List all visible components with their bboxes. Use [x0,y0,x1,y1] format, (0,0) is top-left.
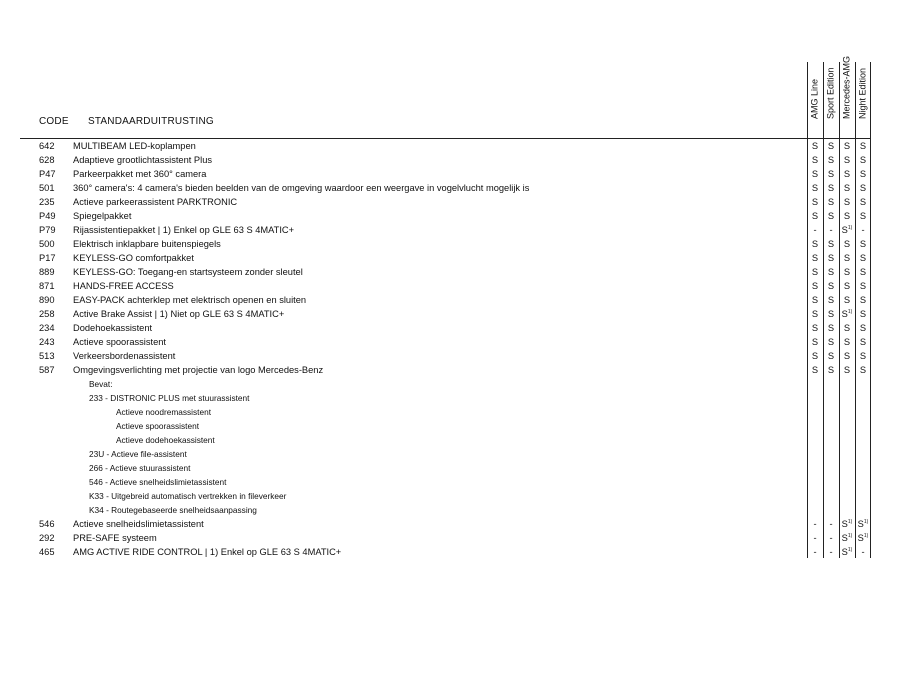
table-row [0,237,906,251]
availability-cell: S [859,253,867,263]
option-description: AMG ACTIVE RIDE CONTROL | 1) Enkel op GLE 63 S 4MATIC+ [73,547,342,557]
availability-cell: S [811,281,819,291]
availability-cell: S [827,197,835,207]
included-item-row [0,405,906,419]
availability-cell: S [843,337,851,347]
availability-cell: $S^{1)}$ [841,533,853,543]
availability-cell: S [843,211,851,221]
included-item-row [0,461,906,475]
option-description: MULTIBEAM LED-koplampen [73,141,196,151]
availability-cell: - [829,547,833,557]
availability-cell: - [861,547,865,557]
availability-cell: S [859,141,867,151]
included-item-text: K34 - Routegebaseerde snelheidsaanpassing [89,505,257,515]
availability-cell: S [811,323,819,333]
option-description: KEYLESS-GO comfortpakket [73,253,194,263]
option-code: P49 [39,211,56,221]
option-code: 258 [39,309,55,319]
standard-equipment-header: STANDAARDUITRUSTING [88,116,214,127]
availability-cell: S [811,351,819,361]
availability-cell: S [811,239,819,249]
availability-cell: S [843,351,851,361]
availability-cell: S [843,169,851,179]
option-description: Parkeerpakket met 360° camera [73,169,207,179]
included-item-text: 23U - Actieve file-assistent [89,449,187,459]
availability-cell: S [827,351,835,361]
included-item-text: 233 - DISTRONIC PLUS met stuurassistent [89,393,250,403]
availability-cell: S [811,295,819,305]
availability-cell: S [811,183,819,193]
availability-cell: S [827,309,835,319]
table-row [0,223,906,237]
availability-cell: S [843,281,851,291]
availability-cell: S [827,337,835,347]
availability-cell: S [843,155,851,165]
availability-cell: S [811,365,819,375]
option-code: 501 [39,183,55,193]
included-item-text: Actieve noodremassistent [116,407,212,417]
availability-cell: - [813,547,817,557]
option-description: Dodehoekassistent [73,323,153,333]
availability-cell: S [859,351,867,361]
availability-cell: S [811,309,819,319]
availability-cell: S [859,155,867,165]
included-item-row [0,447,906,461]
availability-cell: S [827,281,835,291]
included-item-text: 546 - Actieve snelheidslimietassistent [89,477,227,487]
option-code: 292 [39,533,55,543]
option-description: Adaptieve grootlichtassistent Plus [73,155,213,165]
availability-cell: S [859,183,867,193]
availability-cell: $S^{1)}$ [841,309,853,319]
included-item-row [0,419,906,433]
option-description: HANDS-FREE ACCESS [73,281,174,291]
table-row [0,517,906,531]
option-code: 890 [39,295,55,305]
option-description: Actieve snelheidslimietassistent [73,519,204,529]
included-item-row [0,433,906,447]
option-description: Actieve parkeerassistent PARKTRONIC [73,197,238,207]
included-item-text: Actieve dodehoekassistent [116,435,215,445]
table-row [0,335,906,349]
availability-cell: S [859,211,867,221]
option-description: 360° camera's: 4 camera's bieden beelden van de omgeving waardoor een weergave in vogelvlucht mogelijk is [73,183,530,193]
availability-cell: - [829,519,833,529]
availability-cell: S [843,295,851,305]
table-row [0,139,906,153]
availability-cell: S [859,309,867,319]
availability-cell: S [811,267,819,277]
availability-cell: $S^{1)}$ [841,225,853,235]
table-row [0,349,906,363]
availability-cell: S [843,197,851,207]
option-code: 465 [39,547,55,557]
availability-cell: S [859,365,867,375]
option-code: P79 [39,225,56,235]
included-item-row [0,503,906,517]
availability-cell: S [827,365,835,375]
availability-cell: S [811,337,819,347]
availability-cell: S [811,169,819,179]
included-item-text: K33 - Uitgebreid automatisch vertrekken in fileverkeer [89,491,287,501]
option-code: 889 [39,267,55,277]
availability-cell: S [843,141,851,151]
option-code: P17 [39,253,56,263]
option-description: Rijassistentiepakket | 1) Enkel op GLE 63 S 4MATIC+ [73,225,295,235]
option-code: 513 [39,351,55,361]
availability-cell: S [827,211,835,221]
code-column-header: CODE [39,116,69,127]
availability-cell: S [859,239,867,249]
availability-cell: S [843,239,851,249]
availability-cell: S [811,253,819,263]
table-row [0,181,906,195]
availability-cell: $S^{1)}$ [841,519,853,529]
table-row [0,209,906,223]
included-item-row [0,489,906,503]
availability-cell: S [827,141,835,151]
availability-cell: S [811,141,819,151]
included-item-text: 266 - Actieve stuurassistent [89,463,191,473]
included-item-row [0,377,906,391]
option-code: 628 [39,155,55,165]
availability-cell: - [813,519,817,529]
availability-cell: S [811,197,819,207]
option-description: Active Brake Assist | 1) Niet op GLE 63 S 4MATIC+ [73,309,285,319]
included-item-text: Bevat: [89,379,113,389]
table-row [0,195,906,209]
availability-cell: S [843,323,851,333]
availability-cell: S [827,323,835,333]
table-row [0,265,906,279]
availability-cell: S [859,169,867,179]
table-row [0,363,906,377]
availability-cell: S [859,267,867,277]
option-code: 243 [39,337,55,347]
included-item-text: Actieve spoorassistent [116,421,200,431]
availability-cell: S [843,267,851,277]
table-row [0,167,906,181]
option-description: EASY-PACK achterklep met elektrisch openen en sluiten [73,295,307,305]
availability-cell: S [843,183,851,193]
table-row [0,531,906,545]
option-description: KEYLESS-GO: Toegang-en startsysteem zonder sleutel [73,267,303,277]
table-row [0,251,906,265]
availability-cell: S [859,295,867,305]
option-code: 546 [39,519,55,529]
table-row [0,293,906,307]
option-code: 234 [39,323,55,333]
column-header-night-edition: Night Edition [857,67,868,119]
availability-cell: S [827,169,835,179]
availability-cell: S [859,337,867,347]
availability-cell: S [811,211,819,221]
availability-cell: S [859,281,867,291]
availability-cell: $S^{1)}$ [857,533,869,543]
table-row [0,321,906,335]
option-description: Spiegelpakket [73,211,132,221]
availability-cell: - [829,533,833,543]
option-code: 642 [39,141,55,151]
option-description: Omgevingsverlichting met projectie van logo Mercedes-Benz [73,365,324,375]
included-item-row [0,475,906,489]
availability-cell: S [827,155,835,165]
availability-cell: S [827,253,835,263]
option-description: Elektrisch inklapbare buitenspiegels [73,239,221,249]
availability-cell: S [827,183,835,193]
option-code: 871 [39,281,55,291]
availability-cell: S [811,155,819,165]
table-row [0,307,906,321]
availability-cell: - [813,225,817,235]
availability-cell: S [843,365,851,375]
availability-cell: S [827,295,835,305]
option-description: Actieve spoorassistent [73,337,167,347]
included-item-row [0,391,906,405]
table-row [0,153,906,167]
option-code: 500 [39,239,55,249]
column-header-mercedes-amg: Mercedes-AMG [841,55,852,119]
option-description: Verkeersbordenassistent [73,351,176,361]
availability-cell: S [827,267,835,277]
option-code: 235 [39,197,55,207]
availability-cell: S [859,323,867,333]
availability-cell: S [859,197,867,207]
option-code: P47 [39,169,56,179]
availability-cell: - [813,533,817,543]
availability-cell: $S^{1)}$ [841,547,853,557]
availability-cell: $S^{1)}$ [857,519,869,529]
availability-cell: S [843,253,851,263]
availability-cell: - [861,225,865,235]
table-row [0,545,906,559]
option-description: PRE-SAFE systeem [73,533,157,543]
option-code: 587 [39,365,55,375]
availability-cell: S [827,239,835,249]
column-header-sport-edition: Sport Edition [825,67,836,119]
column-header-amg-line: AMG Line [809,78,820,119]
availability-cell: - [829,225,833,235]
table-row [0,279,906,293]
